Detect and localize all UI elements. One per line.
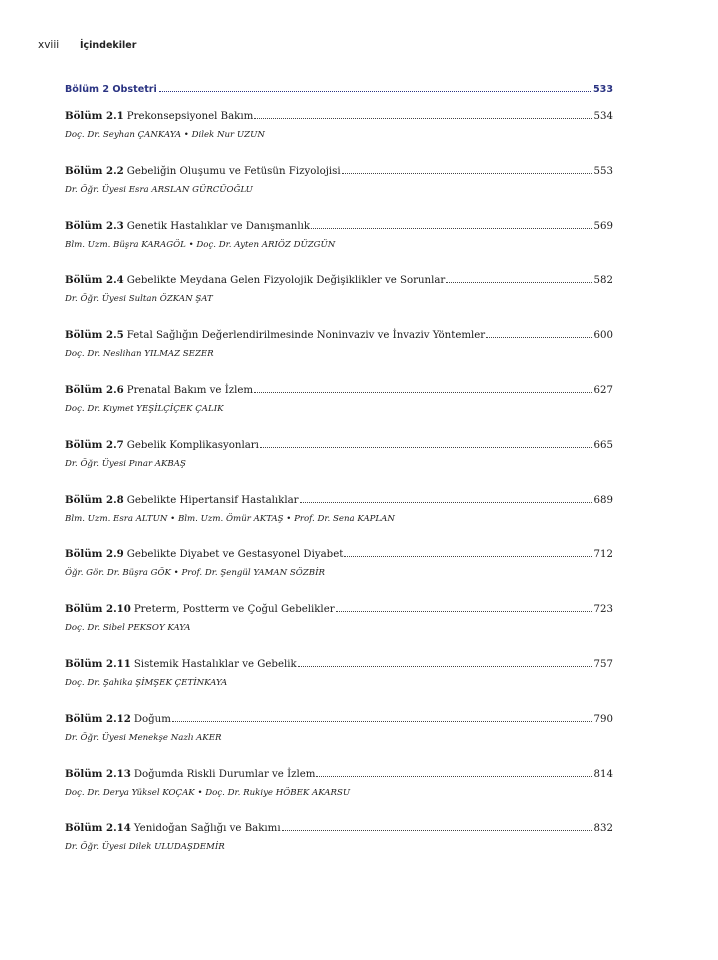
chapter-label: Bölüm 2.12 bbox=[65, 712, 131, 725]
toc-entry[interactable] bbox=[65, 384, 613, 439]
chapter-label: Bölüm 2.4 bbox=[65, 274, 124, 287]
chapter-authors: Dr. Öğr. Üyesi Esra ARSLAN GÜRCÜOĞLU bbox=[65, 184, 253, 195]
chapter-label: Bölüm 2.5 bbox=[65, 329, 124, 342]
chapter-title: Doğumda Riskli Durumlar ve İzlem bbox=[133, 768, 316, 780]
toc-entry[interactable] bbox=[65, 548, 613, 603]
toc-entry-line[interactable] bbox=[65, 768, 613, 781]
chapter-page: 712 bbox=[593, 549, 613, 561]
toc-entry-line[interactable] bbox=[65, 329, 613, 342]
chapter-authors: Doç. Dr. Şahika ŞİMŞEK ÇETİNKAYA bbox=[65, 677, 228, 688]
toc-entry[interactable] bbox=[65, 494, 613, 549]
chapter-title: Preterm, Postterm ve Çoğul Gebelikler bbox=[133, 604, 335, 616]
chapter-authors: Dr. Öğr. Üyesi Sultan ÖZKAN ŞAT bbox=[65, 294, 213, 305]
chapter-page: 553 bbox=[593, 165, 613, 177]
chapter-title: Gebelikte Hipertansif Hastalıklar bbox=[126, 494, 299, 506]
toc-entry-line[interactable] bbox=[65, 165, 613, 178]
chapter-title: Gebeliğin Oluşumu ve Fetüsün Fizyolojisi bbox=[126, 165, 341, 177]
toc-entries bbox=[65, 110, 613, 877]
toc-entry[interactable] bbox=[65, 822, 613, 877]
dot-leader bbox=[254, 392, 592, 393]
toc-entry-line[interactable] bbox=[65, 603, 613, 616]
toc-entry[interactable] bbox=[65, 329, 613, 384]
chapter-page: 600 bbox=[593, 330, 613, 342]
toc-entry-line[interactable] bbox=[65, 658, 613, 671]
chapter-title: Gebelik Komplikasyonları bbox=[126, 439, 259, 451]
dot-leader bbox=[342, 173, 592, 174]
chapter-title: Prenatal Bakım ve İzlem bbox=[126, 384, 254, 396]
toc-entry[interactable] bbox=[65, 110, 613, 165]
chapter-authors: Blm. Uzm. Esra ALTUN • Blm. Uzm. Ömür AKTAŞ • Prof. Dr. Sena KAPLAN bbox=[65, 513, 395, 524]
part-page: 533 bbox=[592, 84, 613, 95]
toc-entry-line[interactable] bbox=[65, 822, 613, 835]
dot-leader bbox=[344, 556, 591, 557]
toc-entry[interactable] bbox=[65, 439, 613, 494]
chapter-label: Bölüm 2.1 bbox=[65, 110, 124, 122]
chapter-page: 689 bbox=[593, 494, 613, 506]
chapter-page: 534 bbox=[593, 111, 613, 122]
toc-entry-line[interactable] bbox=[65, 110, 613, 123]
chapter-authors: Blm. Uzm. Büşra KARAGÖL • Doç. Dr. Ayten ARIÖZ DÜZGÜN bbox=[65, 239, 336, 250]
chapter-title: Genetik Hastalıklar ve Danışmanlık bbox=[126, 220, 311, 232]
toc-entry[interactable] bbox=[65, 768, 613, 823]
chapter-title: Prekonsepsiyonel Bakım bbox=[126, 111, 254, 122]
toc-entry[interactable] bbox=[65, 658, 613, 713]
running-title: İçindekiler bbox=[80, 40, 137, 51]
toc-entry-line[interactable] bbox=[65, 439, 613, 452]
chapter-page: 723 bbox=[593, 604, 613, 616]
toc-entry[interactable] bbox=[65, 713, 613, 768]
chapter-label: Bölüm 2.14 bbox=[65, 822, 131, 835]
page-number: xviii bbox=[38, 39, 60, 51]
dot-leader bbox=[311, 228, 592, 229]
chapter-authors: Doç. Dr. Derya Yüksel KOÇAK • Doç. Dr. Rukiye HÖBEK AKARSU bbox=[65, 787, 351, 798]
toc-entry-line[interactable] bbox=[65, 274, 613, 287]
chapter-page: 582 bbox=[593, 275, 613, 287]
chapter-label: Bölüm 2.13 bbox=[65, 767, 131, 780]
chapter-label: Bölüm 2.2 bbox=[65, 164, 124, 177]
chapter-authors: Doç. Dr. Kıymet YEŞİLÇİÇEK ÇALIK bbox=[65, 403, 224, 414]
dot-leader bbox=[298, 666, 592, 667]
chapter-title: Yenidoğan Sağlığı ve Bakımı bbox=[133, 823, 281, 835]
chapter-page: 627 bbox=[593, 384, 613, 396]
chapter-page: 569 bbox=[593, 220, 613, 232]
chapter-authors: Doç. Dr. Seyhan ÇANKAYA • Dilek Nur UZUN bbox=[65, 130, 265, 140]
chapter-title: Gebelikte Diyabet ve Gestasyonel Diyabet bbox=[126, 549, 344, 561]
dot-leader bbox=[486, 337, 591, 338]
part-heading[interactable] bbox=[65, 84, 613, 95]
dot-leader bbox=[254, 118, 591, 119]
chapter-authors: Dr. Öğr. Üyesi Pınar AKBAŞ bbox=[65, 458, 186, 469]
toc-entry[interactable] bbox=[65, 165, 613, 220]
page-header bbox=[38, 39, 136, 51]
chapter-page: 757 bbox=[593, 658, 613, 670]
dot-leader bbox=[336, 611, 592, 612]
dot-leader bbox=[159, 91, 591, 92]
dot-leader bbox=[446, 282, 591, 283]
toc-entry-line[interactable] bbox=[65, 494, 613, 507]
toc-entry-line[interactable] bbox=[65, 220, 613, 233]
chapter-title: Gebelikte Meydana Gelen Fizyolojik Değişiklikler ve Sorunlar bbox=[126, 275, 446, 287]
chapter-label: Bölüm 2.8 bbox=[65, 493, 124, 506]
chapter-page: 790 bbox=[593, 713, 613, 725]
dot-leader bbox=[316, 776, 591, 777]
chapter-page: 832 bbox=[593, 823, 613, 835]
chapter-label: Bölüm 2.3 bbox=[65, 219, 124, 232]
toc-entry-line[interactable] bbox=[65, 713, 613, 726]
toc-entry[interactable] bbox=[65, 274, 613, 329]
toc-entry-line[interactable] bbox=[65, 384, 613, 397]
dot-leader bbox=[260, 447, 592, 448]
chapter-label: Bölüm 2.9 bbox=[65, 548, 124, 561]
chapter-page: 814 bbox=[593, 768, 613, 780]
chapter-title: Doğum bbox=[133, 713, 171, 725]
chapter-authors: Öğr. Gör. Dr. Büşra GÖK • Prof. Dr. Şengül YAMAN SÖZBİR bbox=[65, 568, 325, 579]
toc-entry[interactable] bbox=[65, 220, 613, 275]
chapter-title: Sistemik Hastalıklar ve Gebelik bbox=[133, 658, 297, 670]
chapter-label: Bölüm 2.7 bbox=[65, 438, 124, 451]
chapter-authors: Dr. Öğr. Üyesi Dilek ULUDAŞDEMİR bbox=[65, 842, 225, 853]
dot-leader bbox=[300, 502, 592, 503]
toc-entry-line[interactable] bbox=[65, 548, 613, 561]
chapter-authors: Doç. Dr. Sibel PEKSOY KAYA bbox=[65, 623, 191, 634]
chapter-label: Bölüm 2.6 bbox=[65, 383, 124, 396]
part-title: Bölüm 2 Obstetri bbox=[65, 84, 157, 95]
dot-leader bbox=[172, 721, 592, 722]
chapter-authors: Doç. Dr. Neslihan YILMAZ SEZER bbox=[65, 349, 214, 360]
chapter-label: Bölüm 2.11 bbox=[65, 657, 131, 670]
chapter-title: Fetal Sağlığın Değerlendirilmesinde Noninvaziv ve İnvaziv Yöntemler bbox=[126, 330, 486, 342]
chapter-label: Bölüm 2.10 bbox=[65, 603, 131, 616]
dot-leader bbox=[282, 830, 592, 831]
toc-entry[interactable] bbox=[65, 603, 613, 658]
chapter-page: 665 bbox=[593, 439, 613, 451]
chapter-authors: Dr. Öğr. Üyesi Menekşe Nazlı AKER bbox=[65, 732, 222, 743]
